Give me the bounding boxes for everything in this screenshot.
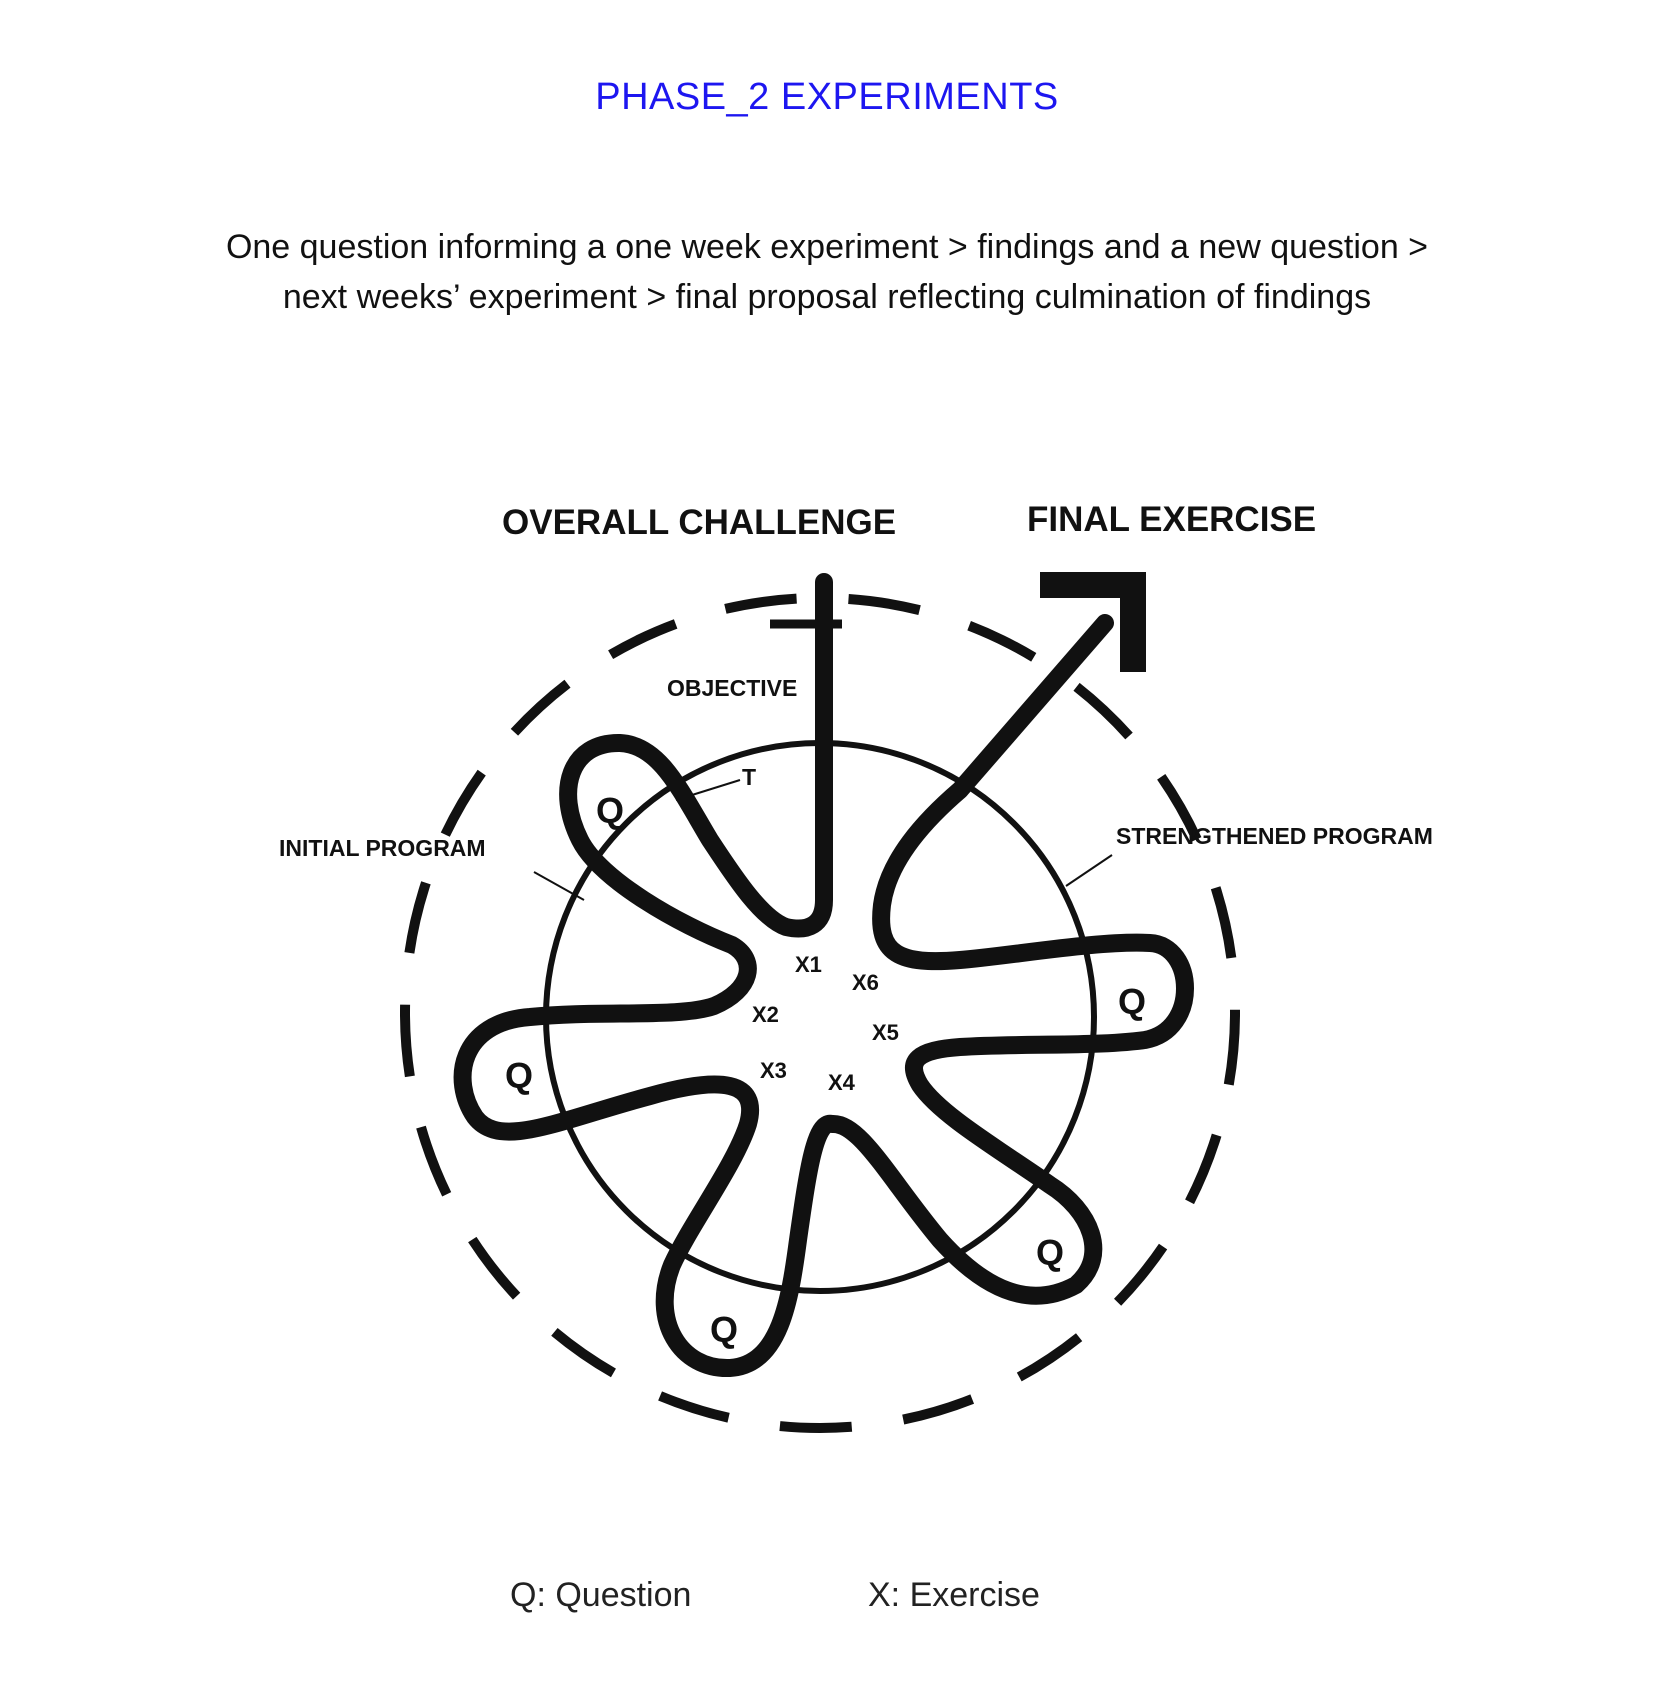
t-label: T xyxy=(742,764,757,790)
question-label: Q xyxy=(1118,981,1147,1022)
exercise-label-x5: X5 xyxy=(872,1020,899,1045)
question-label: Q xyxy=(710,1309,739,1350)
question-label: Q xyxy=(505,1055,534,1096)
legend-question: Q: Question xyxy=(510,1576,692,1614)
legend-exercise: X: Exercise xyxy=(868,1576,1040,1614)
exercise-label-x1: X1 xyxy=(795,952,822,977)
overall-challenge-label: OVERALL CHALLENGE xyxy=(502,503,897,542)
question-label: Q xyxy=(596,790,625,831)
final-exercise-label: FINAL EXERCISE xyxy=(1027,500,1317,539)
subtitle-line-1: One question informing a one week experiment > findings and a new question > xyxy=(225,228,1429,266)
exercise-label-x2: X2 xyxy=(752,1002,779,1027)
strengthened-program-label: STRENGTHENED PROGRAM xyxy=(1116,823,1433,849)
experiment-loop-path xyxy=(463,582,1185,1368)
objective-label: OBJECTIVE xyxy=(667,675,798,701)
page-title: PHASE_2 EXPERIMENTS xyxy=(595,76,1059,118)
final-exercise-arrowhead xyxy=(1040,585,1133,672)
exercise-label-x6: X6 xyxy=(852,970,879,995)
initial-program-label: INITIAL PROGRAM xyxy=(279,835,486,861)
question-label: Q xyxy=(1036,1232,1065,1273)
strengthened-program-leader xyxy=(1066,855,1112,886)
subtitle-line-2: next weeks’ experiment > final proposal reflecting culmination of findings xyxy=(282,278,1372,316)
exercise-label-x3: X3 xyxy=(760,1058,787,1083)
exercise-label-x4: X4 xyxy=(828,1070,855,1095)
